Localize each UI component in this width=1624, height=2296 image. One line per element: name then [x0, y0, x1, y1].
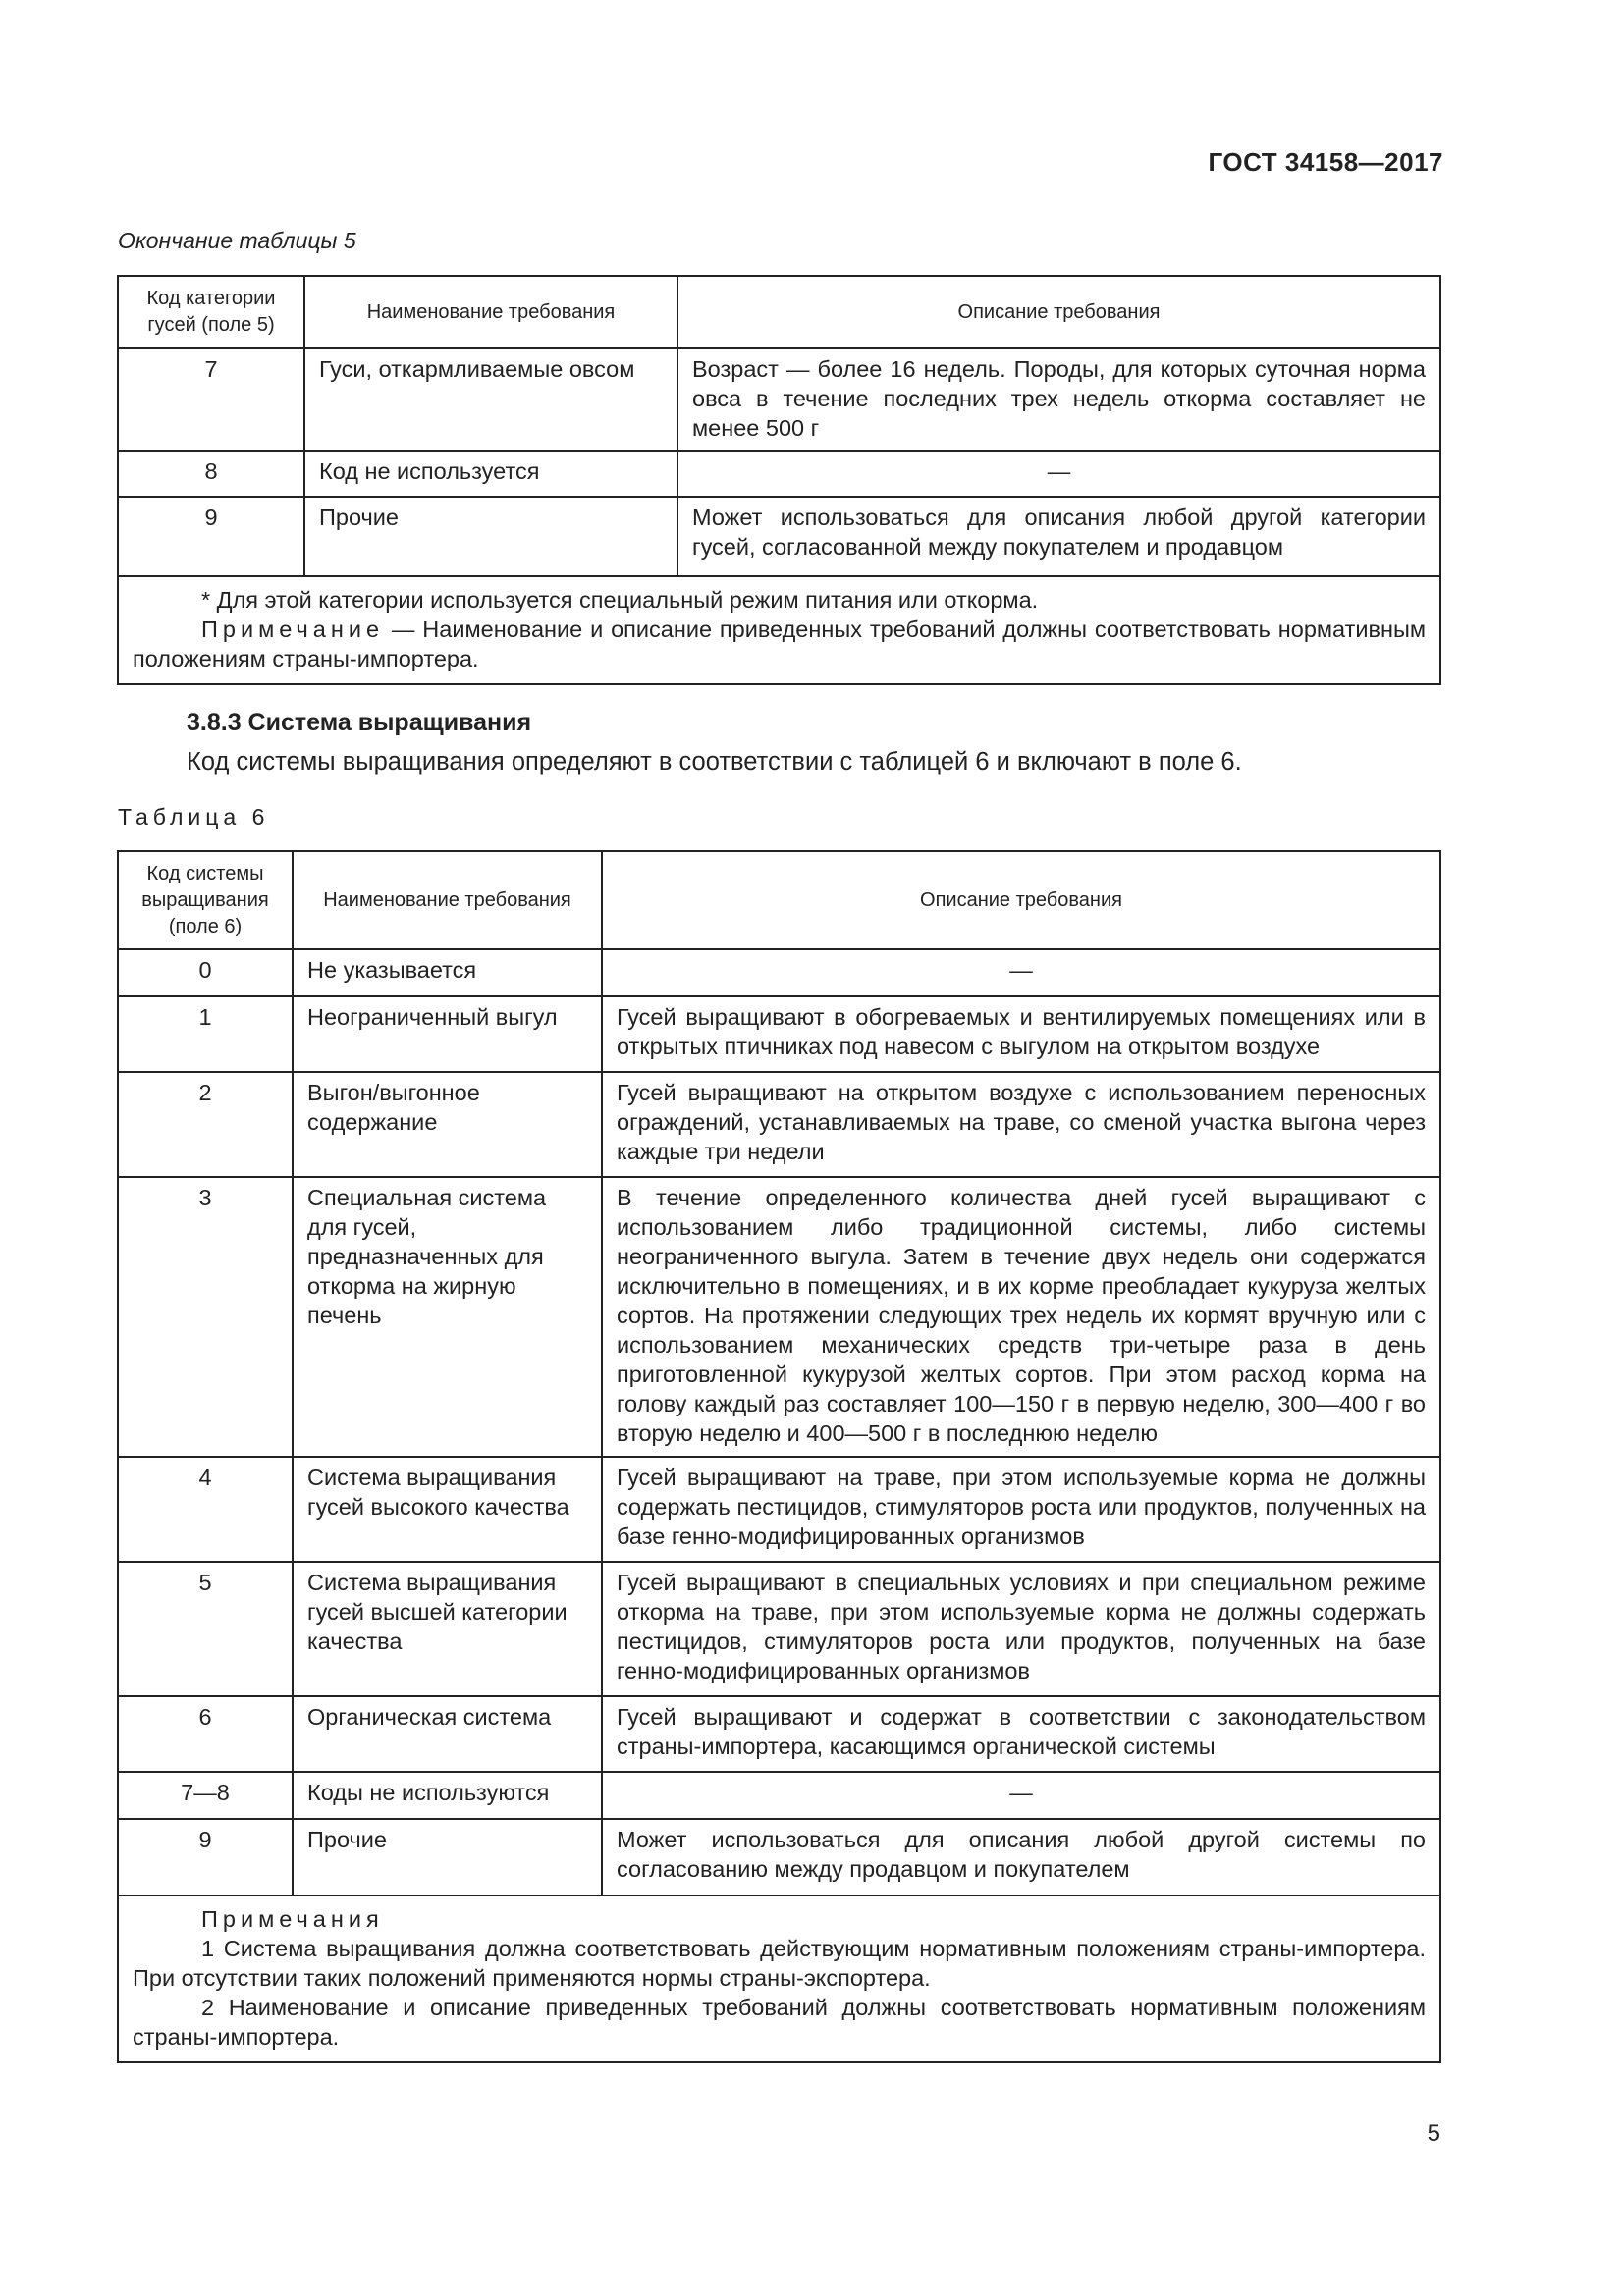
table-row	[118, 949, 1440, 996]
section-text: Код системы выращивания определяют в соответствии с таблицей 6 и включают в поле 6.	[187, 748, 1242, 775]
row-description: Гусей выращивают в специальных условиях и при специальном режиме откорма на траве, при этом используемые корма не должны содержать пестицидов, стимуляторов роста или продуктов, полученных на базе генно-модифицированных организмов	[602, 1562, 1440, 1696]
row-description: Гусей выращивают на траве, при этом используемые корма не должны содержать пестицидов, стимуляторов роста или продуктов, полученных на базе генно-модифицированных организмов	[602, 1457, 1440, 1562]
table5-header-description: Описание требования	[677, 276, 1440, 348]
row-code: 9	[118, 497, 304, 576]
table-row	[118, 1072, 1440, 1177]
table6-header-row	[118, 851, 1440, 949]
table-row	[118, 1696, 1440, 1772]
row-name: Прочие	[304, 497, 677, 576]
table5-footnote: * Для этой категории используется специальный режим питания или откорма.	[201, 587, 1039, 613]
row-code: 8	[118, 451, 304, 497]
standard-code: ГОСТ 34158—2017	[1208, 147, 1443, 177]
row-description: —	[677, 451, 1440, 497]
table5-note-label: Примечание	[201, 616, 385, 642]
table6-note-1: 1 Система выращивания должна соответствовать действующим нормативным положениям страны-импортера. При отсутствии таких положений применяются нормы страны-экспортера.	[133, 1936, 1426, 1991]
row-description: Гусей выращивают и содержат в соответствии с законодательством страны-импортера, касающимся органической системы	[602, 1696, 1440, 1772]
row-code: 2	[118, 1072, 293, 1177]
row-description: Может использоваться для описания любой другой категории гусей, согласованной между покупателем и продавцом	[677, 497, 1440, 576]
row-name: Код не используется	[304, 451, 677, 497]
row-name: Специальная система для гусей, предназначенных для откорма на жирную печень	[293, 1177, 602, 1457]
table-row	[118, 1177, 1440, 1457]
row-name: Система выращивания гусей высокого качества	[293, 1457, 602, 1562]
row-name: Система выращивания гусей высшей категории качества	[293, 1562, 602, 1696]
row-name: Выгон/выгонное содержание	[293, 1072, 602, 1177]
table6	[117, 850, 1441, 2063]
row-name: Органическая система	[293, 1696, 602, 1772]
table-row	[118, 1772, 1440, 1819]
table-row	[118, 1562, 1440, 1696]
row-description: Возраст — более 16 недель. Породы, для которых суточная норма овса в течение последних трех недель откорма составляет не менее 500 г	[677, 348, 1440, 451]
row-name: Гуси, откармливаемые овсом	[304, 348, 677, 451]
table5-notes	[118, 576, 1440, 684]
table5-note	[133, 614, 1426, 673]
table-row	[118, 348, 1440, 451]
row-name: Неограниченный выгул	[293, 996, 602, 1072]
row-description: Гусей выращивают в обогреваемых и вентилируемых помещениях или в открытых птичниках под навесом с выгулом на открытом воздухе	[602, 996, 1440, 1072]
row-name: Коды не используются	[293, 1772, 602, 1819]
row-description: —	[602, 1772, 1440, 1819]
row-description: Может использоваться для описания любой другой системы по согласованию между продавцом и покупателем	[602, 1819, 1440, 1896]
table5	[117, 275, 1441, 685]
row-description: —	[602, 949, 1440, 996]
row-code: 3	[118, 1177, 293, 1457]
row-name: Не указывается	[293, 949, 602, 996]
table-row	[118, 451, 1440, 497]
table5-header-row	[118, 276, 1440, 348]
row-name: Прочие	[293, 1819, 602, 1896]
table5-header-name: Наименование требования	[304, 276, 677, 348]
table5-caption: Окончание таблицы 5	[118, 228, 356, 253]
table5-note-text: — Наименование и описание приведенных требований должны соответствовать нормативным положениям страны-импортера.	[133, 616, 1426, 671]
row-code: 1	[118, 996, 293, 1072]
table6-notes-row	[118, 1896, 1440, 2062]
section-heading: 3.8.3 Система выращивания	[187, 709, 532, 736]
row-code: 0	[118, 949, 293, 996]
table6-notes-label: Примечания	[201, 1906, 384, 1932]
table6-note-2: 2 Наименование и описание приведенных требований должны соответствовать нормативным положениям страны-импортера.	[133, 1995, 1426, 2050]
table-row	[118, 1819, 1440, 1896]
table5-header-code: Код категории гусей (поле 5)	[118, 276, 304, 348]
page-number: 5	[1427, 2120, 1440, 2147]
row-description: В течение определенного количества дней гусей выращивают с использованием либо традиционной системы, либо системы неограниченного выгула. Затем в течение двух недель они содержатся исключительно в помещениях, и в их корме преобладает кукуруза желтых сортов. На протяжении следующих трех недель их кормят вручную или с использованием механических средств три-четыре раза в день приготовленной кукурузой желтых сортов. При этом расход корма на голову каждый раз составляет 100—150 г в первую неделю, 300—400 г во вторую неделю и 400—500 г в последнюю неделю	[602, 1177, 1440, 1457]
row-description: Гусей выращивают на открытом воздухе с использованием переносных ограждений, устанавливаемых на траве, со сменой участка выгона через каждые три недели	[602, 1072, 1440, 1177]
row-code: 7	[118, 348, 304, 451]
row-code: 9	[118, 1819, 293, 1896]
row-code: 7—8	[118, 1772, 293, 1819]
table6-header-name: Наименование требования	[293, 851, 602, 949]
row-code: 5	[118, 1562, 293, 1696]
table6-caption: Таблица 6	[118, 804, 270, 829]
table5-notes-row	[118, 576, 1440, 684]
table6-notes	[118, 1896, 1440, 2062]
row-code: 4	[118, 1457, 293, 1562]
table6-header-code: Код системы выращивания (поле 6)	[118, 851, 293, 949]
table-row	[118, 1457, 1440, 1562]
table6-header-description: Описание требования	[602, 851, 1440, 949]
table-row	[118, 996, 1440, 1072]
row-code: 6	[118, 1696, 293, 1772]
table-row	[118, 497, 1440, 576]
